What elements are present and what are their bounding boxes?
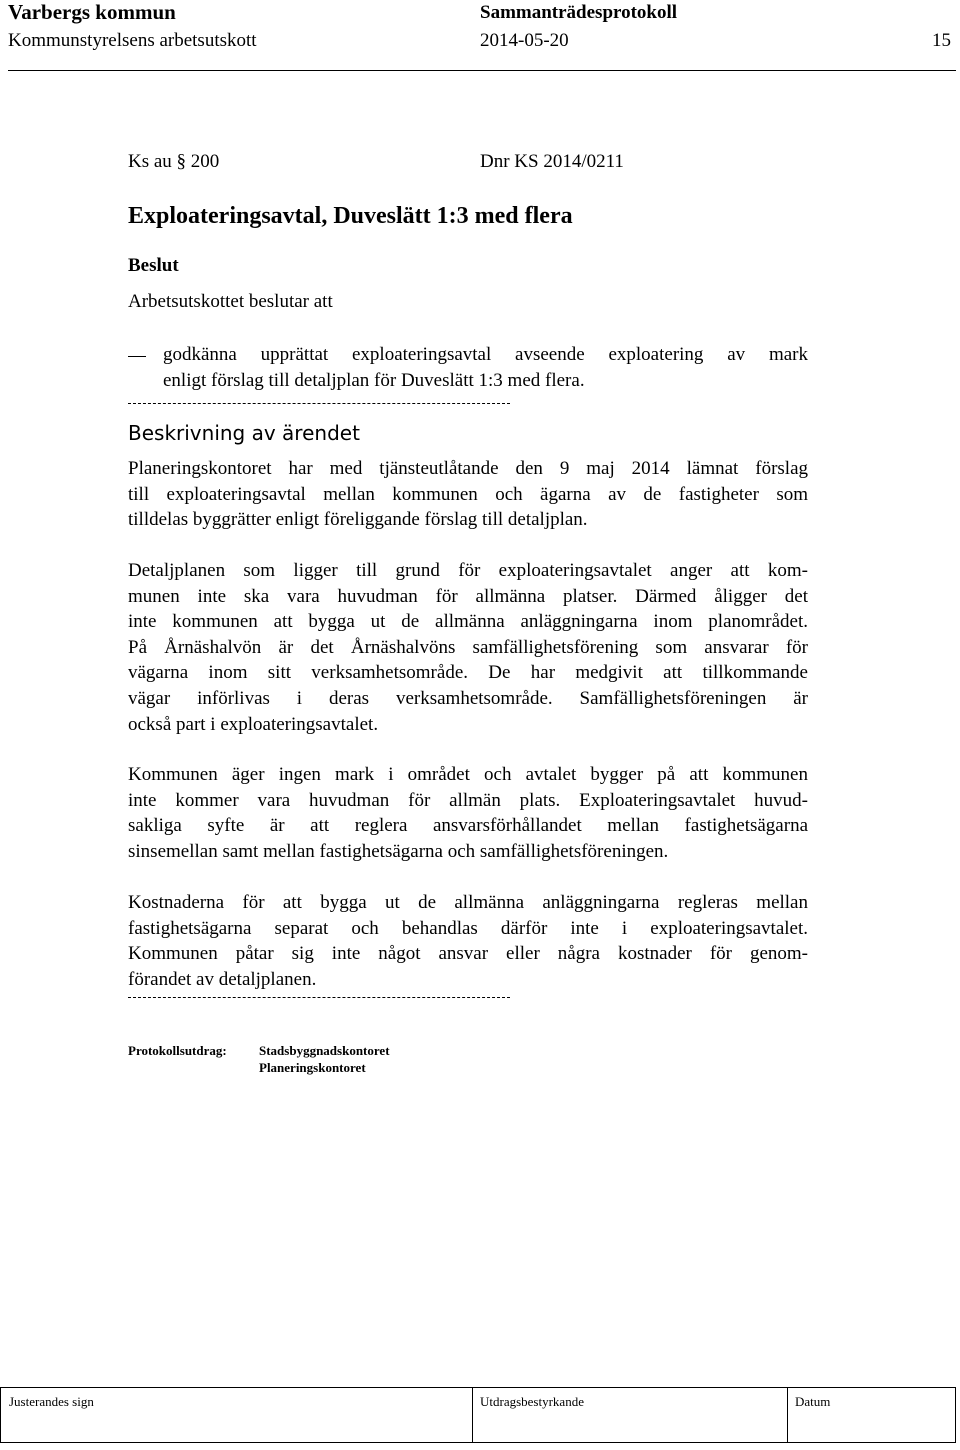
meeting-date: 2014-05-20: [480, 30, 569, 51]
footer-divider: [787, 1388, 788, 1442]
decision-item-line: godkänna upprättat exploateringsavtal avseende exploatering av mark: [163, 344, 808, 365]
paragraph-line: Kommunen äger ingen mark i området och avtalet bygger på att kommunen: [128, 764, 808, 785]
committee-name: Kommunstyrelsens arbetsutskott: [8, 30, 257, 51]
diary-number: Dnr KS 2014/0211: [480, 151, 624, 172]
description-heading: Beskrivning av ärendet: [128, 421, 360, 445]
paragraph-line: inte kommer vara huvudman för allmän plats. Exploateringsavtalet huvud-: [128, 789, 808, 811]
extract-recipient: Planeringskontoret: [259, 1060, 366, 1075]
paragraph-line: vägar införlivas i deras verksamhetsområde. Samfällighetsföreningen är: [128, 687, 808, 709]
paragraph-line: sinsemellan samt mellan fastighetsägarna och samfällighetsföreningen.: [128, 840, 669, 862]
decision-intro: Arbetsutskottet beslutar att: [128, 291, 333, 312]
bullet-dash: [128, 356, 146, 357]
paragraph-line: Kommunen påtar sig inte något ansvar eller några kostnader för genom-: [128, 943, 808, 965]
description-paragraph: [128, 890, 808, 992]
decision-item-line: enligt förslag till detaljplan för Duveslätt 1:3 med flera.: [163, 369, 585, 391]
case-title: Exploateringsavtal, Duveslätt 1:3 med flera: [128, 203, 573, 229]
paragraph-line: inte kommunen att bygga ut de allmänna anläggningarna inom planområdet.: [128, 611, 808, 633]
paragraph-line: vägarna inom sitt verksamhetsområde. De har medgivit att tillkommande: [128, 662, 808, 684]
header-divider: [8, 70, 956, 71]
paragraph-line: På Årnäshalvön är det Årnäshalvöns samfällighetsförening som ansvarar för: [128, 636, 808, 658]
section-separator: [128, 997, 510, 998]
paragraph-line: Planeringskontoret har med tjänsteutlåtande den 9 maj 2014 lämnat förslag: [128, 458, 808, 479]
paragraph-line: fastighetsägarna separat och behandlas därför inte i exploateringsavtalet.: [128, 917, 808, 939]
footer-divider: [472, 1388, 473, 1442]
paragraph-line: Kostnaderna för att bygga ut de allmänna anläggningarna regleras mellan: [128, 892, 808, 913]
document-type: Sammanträdesprotokoll: [480, 2, 678, 23]
decision-heading: Beslut: [128, 255, 179, 276]
description-paragraph: [128, 456, 808, 533]
date-label: Datum: [795, 1394, 831, 1409]
paragraph-line: förandet av detaljplanen.: [128, 968, 317, 990]
paragraph-line: sakliga syfte är att reglera ansvarsförhållandet mellan fastighetsägarna: [128, 815, 808, 837]
page-number: 15: [932, 30, 951, 51]
section-separator: [128, 403, 510, 404]
description-paragraph: [128, 558, 808, 737]
extract-label: Protokollsutdrag:: [128, 1043, 227, 1058]
adjuster-signature-label: Justerandes sign: [9, 1394, 94, 1409]
organization-name: Varbergs kommun: [8, 0, 176, 24]
paragraph-line: Detaljplanen som ligger till grund för exploateringsavtalet anger att kom-: [128, 560, 808, 581]
paragraph-line: till exploateringsavtal mellan kommunen och ägarna av de fastigheter som: [128, 483, 808, 505]
signature-footer: [0, 1387, 956, 1443]
extract-certification-label: Utdragsbestyrkande: [480, 1394, 584, 1409]
case-number: Ks au § 200: [128, 151, 220, 172]
paragraph-line: munen inte ska vara huvudman för allmänna platser. Därmed åligger det: [128, 585, 808, 607]
decision-item: [163, 342, 808, 393]
paragraph-line: tilldelas byggrätter enligt föreliggande förslag till detaljplan.: [128, 509, 588, 531]
paragraph-line: också part i exploateringsavtalet.: [128, 713, 379, 735]
extract-recipient: Stadsbyggnadskontoret: [259, 1043, 390, 1058]
description-paragraph: [128, 762, 808, 864]
